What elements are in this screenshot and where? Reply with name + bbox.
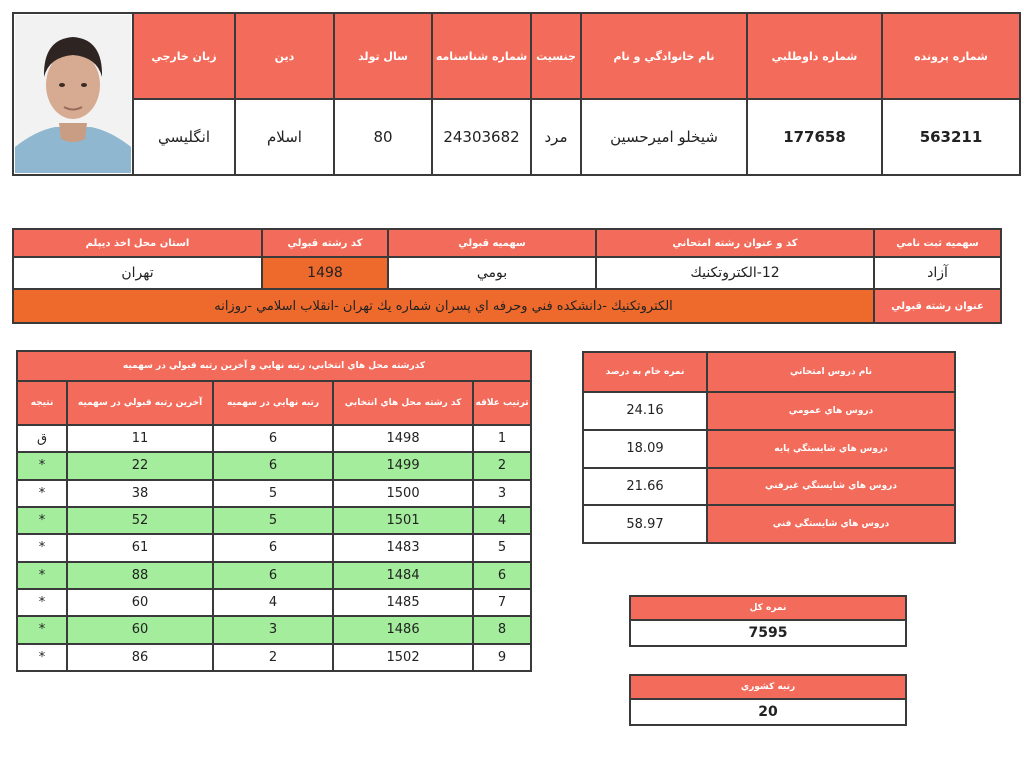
- gender-value: مرد: [531, 99, 581, 175]
- table-row: [17, 616, 531, 643]
- subject-header: نام دروس امتحاني: [707, 352, 955, 392]
- registration-quota-header: سهميه ثبت نامي: [874, 229, 1001, 257]
- priority-cell: 2: [473, 452, 531, 479]
- percent-cell: 58.97: [583, 505, 707, 543]
- last-rank-cell: 11: [67, 425, 213, 452]
- name-value: شيخلو اميرحسين: [581, 99, 747, 175]
- score-row: [583, 392, 955, 430]
- subject-cell: دروس هاي شايستگي غيرفني: [707, 468, 955, 506]
- total-score-value: 7595: [630, 620, 906, 646]
- exam-field-header: كد و عنوان رشته امتحاني: [596, 229, 874, 257]
- choice-code-cell: 1484: [333, 562, 473, 589]
- table-row: [17, 452, 531, 479]
- photo-cell: [13, 13, 133, 175]
- table-row: [17, 562, 531, 589]
- choice-code-cell: 1500: [333, 480, 473, 507]
- choice-code-cell: 1498: [333, 425, 473, 452]
- last-rank-cell: 88: [67, 562, 213, 589]
- result-cell: *: [17, 644, 67, 671]
- choice-code-cell: 1501: [333, 507, 473, 534]
- subject-cell: دروس هاي عمومي: [707, 392, 955, 430]
- subject-cell: دروس هاي شايستگي فني: [707, 505, 955, 543]
- priority-cell: 3: [473, 480, 531, 507]
- percent-cell: 21.66: [583, 468, 707, 506]
- accepted-title-label: عنوان رشته قبولي: [874, 289, 1001, 323]
- choices-caption: كدرشته محل هاي انتخابي، رتبه نهايي و آخرين رتبه قبولي در سهميه: [17, 351, 531, 381]
- language-value: انگليسي: [133, 99, 235, 175]
- priority-cell: 8: [473, 616, 531, 643]
- result-cell: *: [17, 589, 67, 616]
- subject-cell: دروس هاي شايستگي پايه: [707, 430, 955, 468]
- score-row: [583, 468, 955, 506]
- applicant-number-value: 177658: [747, 99, 882, 175]
- result-cell: *: [17, 452, 67, 479]
- priority-cell: 5: [473, 534, 531, 561]
- applicant-number-header: شماره داوطلبي: [747, 13, 882, 99]
- choice-code-cell: 1485: [333, 589, 473, 616]
- choice-code-header: كد رشته محل هاي انتخابي: [333, 381, 473, 425]
- accepted-quota-header: سهميه قبولي: [388, 229, 596, 257]
- total-score-label: نمره كل: [630, 596, 906, 620]
- id-number-header: شماره شناسنامه: [432, 13, 531, 99]
- national-rank-value: 20: [630, 699, 906, 725]
- acceptance-table: [12, 228, 1002, 324]
- final-rank-cell: 2: [213, 644, 333, 671]
- last-rank-header: آخرين رتبه قبولي در سهميه: [67, 381, 213, 425]
- birth-year-value: 80: [334, 99, 432, 175]
- priority-cell: 7: [473, 589, 531, 616]
- result-cell: ق: [17, 425, 67, 452]
- last-rank-cell: 22: [67, 452, 213, 479]
- result-cell: *: [17, 616, 67, 643]
- choice-code-cell: 1486: [333, 616, 473, 643]
- final-rank-header: رتبه نهايي در سهميه: [213, 381, 333, 425]
- language-header: زبان خارجي: [133, 13, 235, 99]
- choice-code-cell: 1483: [333, 534, 473, 561]
- accepted-title-value: الكتروتكنيك -دانشكده فني وحرفه اي پسران شماره يك تهران -انقلاب اسلامي -روزانه: [13, 289, 874, 323]
- last-rank-cell: 52: [67, 507, 213, 534]
- last-rank-cell: 38: [67, 480, 213, 507]
- accepted-code-header: كد رشته قبولي: [262, 229, 388, 257]
- gender-header: جنسيت: [531, 13, 581, 99]
- table-row: [17, 589, 531, 616]
- file-number-header: شماره پرونده: [882, 13, 1020, 99]
- result-cell: *: [17, 562, 67, 589]
- scores-table: [582, 351, 956, 544]
- priority-cell: 4: [473, 507, 531, 534]
- percent-header: نمره خام به درصد: [583, 352, 707, 392]
- diploma-province-value: تهران: [13, 257, 262, 289]
- table-row: [17, 425, 531, 452]
- diploma-province-header: استان محل اخذ ديپلم: [13, 229, 262, 257]
- name-header: نام خانوادگي و نام: [581, 13, 747, 99]
- score-row: [583, 430, 955, 468]
- accepted-quota-value: بومي: [388, 257, 596, 289]
- percent-cell: 24.16: [583, 392, 707, 430]
- student-photo: [15, 15, 131, 173]
- religion-value: اسلام: [235, 99, 334, 175]
- table-row: [17, 507, 531, 534]
- file-number-value: 563211: [882, 99, 1020, 175]
- national-rank-box: [629, 674, 907, 726]
- priority-header: ترتيب علاقه: [473, 381, 531, 425]
- personal-info-table: [12, 12, 1021, 176]
- final-rank-cell: 6: [213, 452, 333, 479]
- percent-cell: 18.09: [583, 430, 707, 468]
- choices-table: [16, 350, 532, 672]
- birth-year-header: سال تولد: [334, 13, 432, 99]
- priority-cell: 9: [473, 644, 531, 671]
- final-rank-cell: 4: [213, 589, 333, 616]
- choice-code-cell: 1499: [333, 452, 473, 479]
- religion-header: دين: [235, 13, 334, 99]
- last-rank-cell: 61: [67, 534, 213, 561]
- total-score-box: [629, 595, 907, 647]
- result-header: نتيجه: [17, 381, 67, 425]
- choice-code-cell: 1502: [333, 644, 473, 671]
- exam-field-value: 12-الكتروتكنيك: [596, 257, 874, 289]
- registration-quota-value: آزاد: [874, 257, 1001, 289]
- table-row: [17, 534, 531, 561]
- result-cell: *: [17, 507, 67, 534]
- accepted-code-value: 1498: [262, 257, 388, 289]
- result-cell: *: [17, 534, 67, 561]
- final-rank-cell: 6: [213, 534, 333, 561]
- final-rank-cell: 6: [213, 562, 333, 589]
- last-rank-cell: 86: [67, 644, 213, 671]
- final-rank-cell: 3: [213, 616, 333, 643]
- final-rank-cell: 5: [213, 480, 333, 507]
- final-rank-cell: 6: [213, 425, 333, 452]
- id-number-value: 24303682: [432, 99, 531, 175]
- last-rank-cell: 60: [67, 589, 213, 616]
- national-rank-label: رتبه كشوري: [630, 675, 906, 699]
- final-rank-cell: 5: [213, 507, 333, 534]
- score-row: [583, 505, 955, 543]
- priority-cell: 1: [473, 425, 531, 452]
- result-cell: *: [17, 480, 67, 507]
- table-row: [17, 480, 531, 507]
- priority-cell: 6: [473, 562, 531, 589]
- table-row: [17, 644, 531, 671]
- last-rank-cell: 60: [67, 616, 213, 643]
